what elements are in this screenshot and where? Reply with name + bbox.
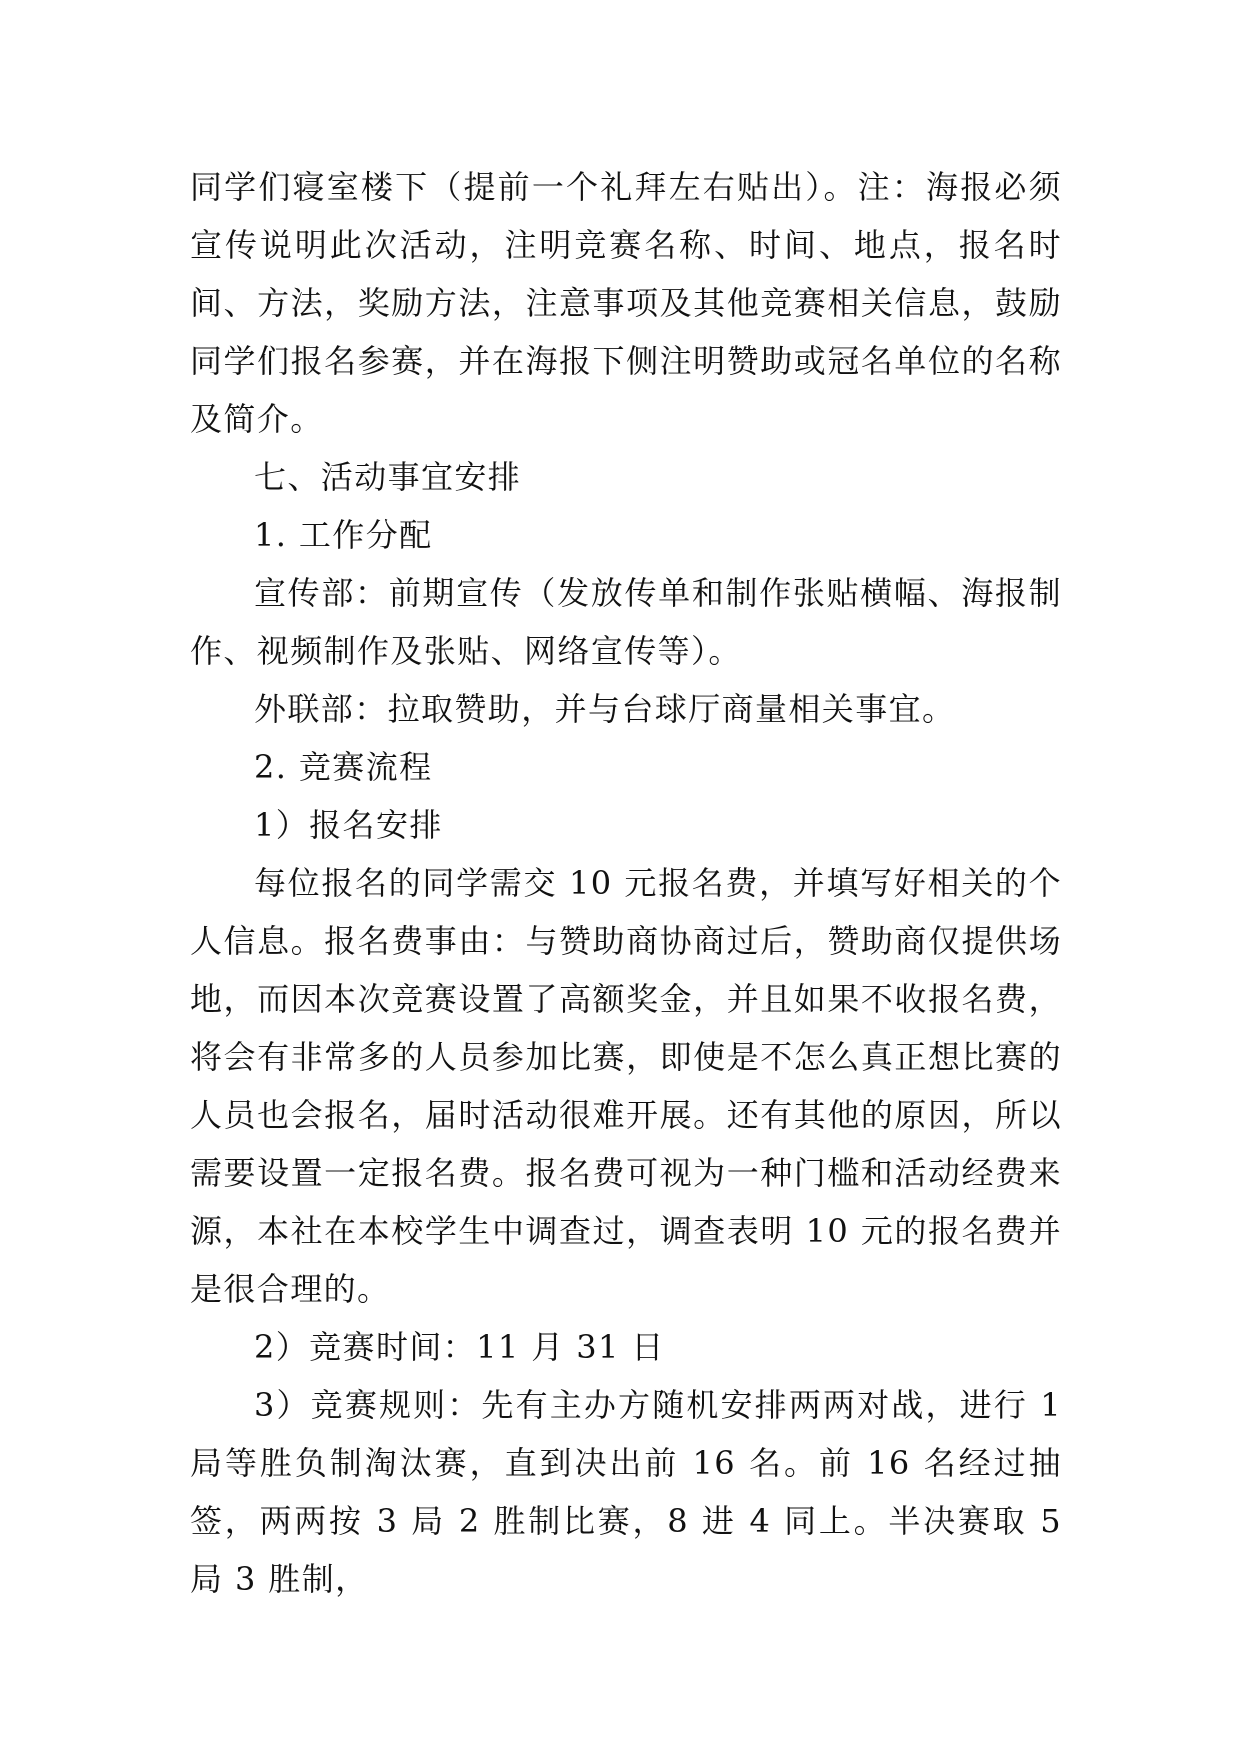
subheading-competition-process: 2. 竞赛流程 (254, 748, 433, 786)
subheading-work-assignment: 1. 工作分配 (254, 516, 433, 554)
document-body (190, 158, 1062, 1608)
section-heading-activity-arrangement: 七、活动事宜安排 (254, 458, 522, 496)
paragraph-registration-fee: 每位报名的同学需交 10 元报名费，并填写好相关的个人信息。报名费事由：与赞助商协商过后，赞助商仅提供场地，而因本次竞赛设置了高额奖金，并且如果不收报名费，将会有非常多的人员参加比赛，即使是不怎么真正想比赛的人员也会报名，届时活动很难开展。还有其他的原因，所以需要设置一定报名费。报名费可视为一种门槛和活动经费来源，本社在本校学生中调查过，调查表明 10 元的报名费并是很合理的。 (190, 864, 1062, 1308)
paragraph-competition-rules: 3）竞赛规则：先有主办方随机安排两两对战，进行 1 局等胜负制淘汰赛，直到决出前 16 名。前 16 名经过抽签，两两按 3 局 2 胜制比赛，8 进 4 同上。半决赛取 5 局 3 胜制， (190, 1386, 1062, 1598)
paragraph-external-relations-department: 外联部：拉取赞助，并与台球厅商量相关事宜。 (254, 690, 956, 728)
paragraph-poster-note: 同学们寝室楼下（提前一个礼拜左右贴出）。注：海报必须宣传说明此次活动，注明竞赛名称、时间、地点，报名时间、方法，奖励方法，注意事项及其他竞赛相关信息，鼓励同学们报名参赛，并在海报下侧注明赞助或冠名单位的名称及简介。 (190, 168, 1062, 438)
paragraph-competition-time: 2）竞赛时间：11 月 31 日 (254, 1328, 665, 1366)
paragraph-publicity-department: 宣传部：前期宣传（发放传单和制作张贴横幅、海报制作、视频制作及张贴、网络宣传等）。 (190, 574, 1062, 670)
subheading-registration-arrangement: 1）报名安排 (254, 806, 443, 844)
